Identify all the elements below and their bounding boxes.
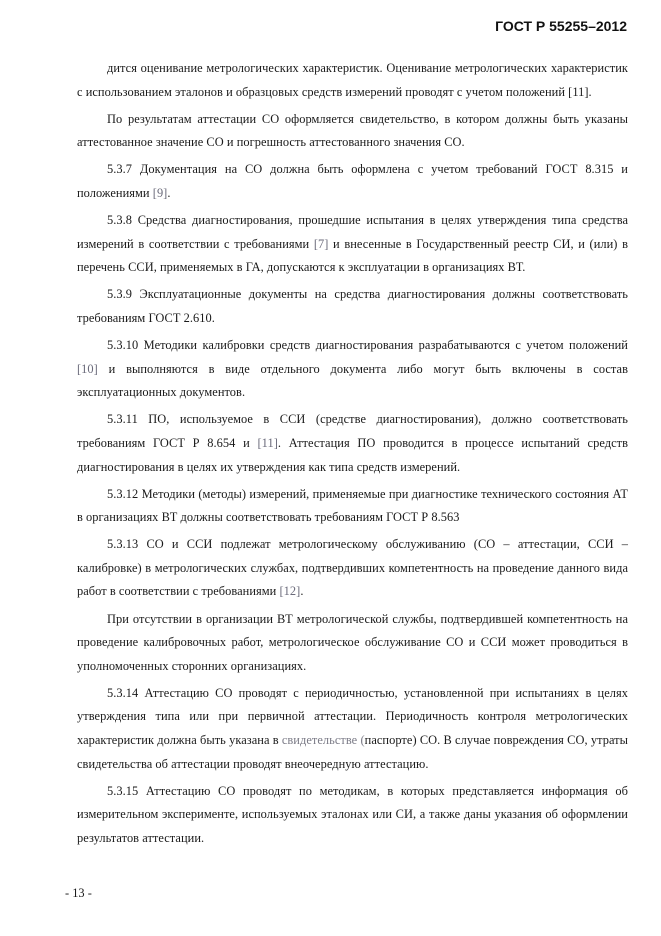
text-segment: 5.3.13 СО и ССИ подлежат метрологическому обслуживанию (СО – аттестации, ССИ – калибровке) в метрологических службах, подтвердивших компетентность на проведение данного вида работ в соответствии с требованиями: [77, 537, 628, 599]
paragraph-5-3-11: [77, 408, 628, 479]
paragraph-5-3-14: [77, 682, 628, 776]
paragraph-5-3-12: 5.3.12 Методики (методы) измерений, применяемые при диагностике технического состояния АТ в организациях ВТ должны соответствовать требованиям ГОСТ Р 8.563: [77, 486, 628, 525]
reference-link[interactable]: [10]: [77, 361, 98, 376]
reference-link[interactable]: [9]: [152, 185, 168, 200]
text-segment: .: [167, 185, 171, 200]
text-segment: 5.3.11 ПО, используемое в ССИ (средстве диагностирования), должно соответствовать требованиям ГОСТ Р 8.654 и: [77, 412, 628, 450]
text-segment: 5.3.7 Документация на СО должна быть оформлена с учетом требований ГОСТ 8.315 и положениями: [77, 162, 628, 200]
reference-link[interactable]: [11]: [257, 435, 278, 450]
text-segment: . Аттестация ПО проводится в процессе испытаний средств диагностирования в целях их утверждения как типа средств измерений.: [77, 435, 629, 474]
paragraph-5-3-9: 5.3.9 Эксплуатационные документы на средства диагностирования должны соответствовать требованиям ГОСТ 2.610.: [77, 287, 628, 325]
paragraph-5-3-7: [77, 158, 628, 205]
text-segment: 5.3.14 Аттестацию СО проводят с периодичностью, установленной при испытаниях в целях утверждения типа или при первичной аттестации. Периодичность контроля метрологических характеристик должна быть указана в: [77, 685, 628, 748]
text-segment: и выполняются в виде отдельного документа либо могут быть включены в состав эксплуатационных документов.: [77, 361, 628, 400]
text-segment: и внесенные в Государственный реестр СИ, и (или) в перечень ССИ, применяемых в ГА, допускаются к эксплуатации в организациях ВТ.: [77, 236, 628, 275]
text-segment: паспорте) СО. В случае повреждения СО, утраты свидетельства об аттестации проводят внеочередную аттестацию.: [77, 733, 629, 771]
text-segment: .: [300, 584, 304, 599]
paragraph-5-3-10: [77, 334, 628, 405]
reference-link[interactable]: [12]: [279, 584, 301, 599]
reference-link[interactable]: [7]: [313, 236, 329, 251]
paragraph-2: По результатам аттестации СО оформляется свидетельство, в котором должны быть указаны аттестованное значение СО и погрешность аттестованного значения СО.: [77, 111, 628, 150]
text-segment: 5.3.8 Средства диагностирования, прошедшие испытания в целях утверждения типа средства измерений в соответствии с требованиями: [77, 213, 628, 251]
certificate-term: свидетельстве (: [281, 733, 365, 748]
document-body: [77, 57, 628, 854]
paragraph-5-3-15: 5.3.15 Аттестацию СО проводят по методикам, в которых представляется информация об измерительном эксперименте, используемых эталонах или СИ, а также даны указания об оформлении результатов аттестации.: [77, 783, 628, 845]
paragraph-no-metrology-service: При отсутствии в организации ВТ метрологической службы, подтвердившей компетентность на проведение калибровочных работ, метрологическое обслуживание СО и ССИ может проводиться в уполномоченных сторонних организациях.: [77, 611, 628, 673]
standard-header: ГОСТ Р 55255–2012: [495, 18, 627, 34]
text-segment: 5.3.10 Методики калибровки средств диагностирования разрабатываются с учетом положений: [107, 338, 628, 353]
paragraph-5-3-13: [77, 533, 628, 604]
paragraph-5-3-8: [77, 209, 628, 280]
paragraph-1: дится оценивание метрологических характеристик. Оценивание метрологических характеристик с использованием эталонов и образцовых средств измерений проводят с учетом положений [11].: [77, 61, 628, 99]
page-number: - 13 -: [65, 886, 92, 900]
